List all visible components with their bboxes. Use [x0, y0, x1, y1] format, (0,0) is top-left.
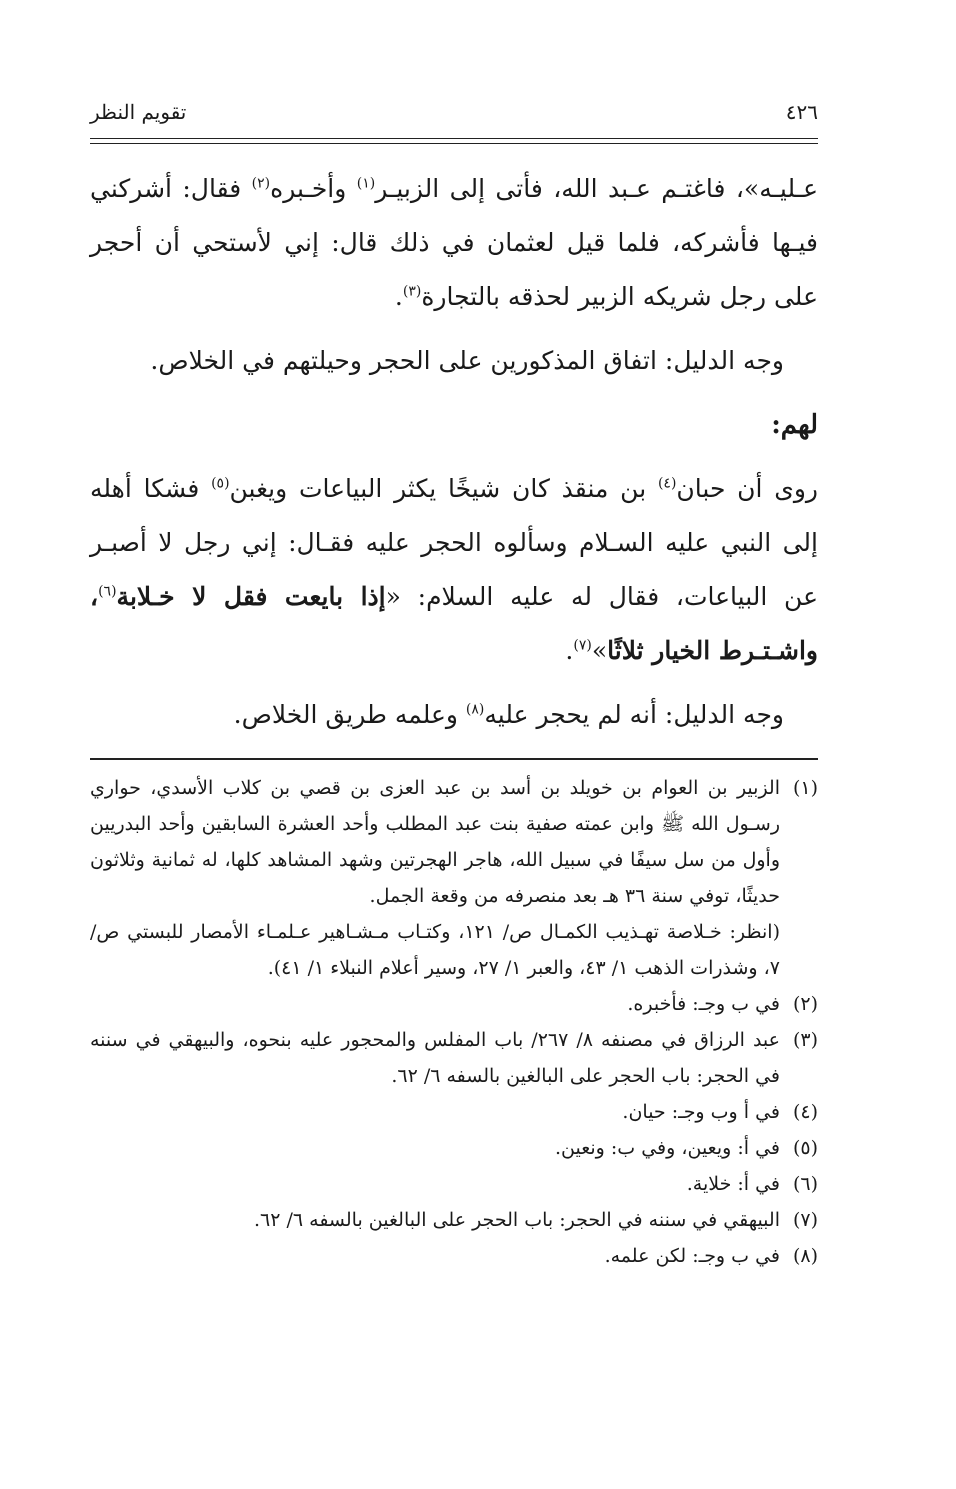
argument-paragraph	[90, 688, 818, 742]
footnote-separator	[90, 758, 818, 760]
text-run: وعلمه طريق الخلاص.	[233, 700, 466, 729]
main-text	[90, 162, 818, 742]
footnote	[90, 1022, 818, 1094]
footnote-marker: (٦)	[98, 583, 117, 600]
running-header	[90, 90, 818, 134]
footnote-text	[90, 770, 780, 986]
footnote-line: عبد الرزاق في مصنفه ٨/ ٢٦٧/ باب المفلس والمحجور عليه بنحوه، والبيهقي في سننه في الحجر: باب الحجر على البالغين بالسفه ٦/ ٦٢.	[90, 1029, 780, 1087]
text-run: وجه الدليل: أنه لم يحجر عليه	[484, 700, 784, 729]
footnote-text	[90, 1202, 780, 1238]
footnote-line: في أ: خلاية.	[686, 1173, 780, 1195]
footnote-number: (٦)	[792, 1173, 818, 1195]
section-heading: لهم:	[771, 410, 818, 440]
text-run: بن منقذ كان شيخًا يكثر البياعات ويغبن	[229, 474, 658, 503]
paragraph	[90, 162, 818, 324]
page-number: ٤٢٦	[785, 100, 818, 124]
footnote-number: (٤)	[792, 1101, 818, 1123]
text-run: .	[394, 282, 403, 311]
text-run: وأخـبره	[270, 174, 357, 203]
footnote-line: في أ: ويعين، وفي ب: ونعين.	[554, 1137, 780, 1159]
argument-paragraph: وجه الدليل: اتفاق المذكورين على الحجر وحيلتهم في الخلاص.	[150, 346, 784, 375]
text-run: .	[565, 636, 574, 665]
footnote-number: (٢)	[792, 993, 818, 1015]
footnote	[90, 1238, 818, 1274]
footnote-number: (٣)	[792, 1029, 818, 1051]
text-run: روى أن حبان	[676, 474, 818, 503]
header-rule-bottom	[90, 143, 818, 144]
footnote-marker: (٥)	[211, 475, 230, 492]
footnote-text	[90, 1094, 780, 1130]
footnote-line: البيهقي في سننه في الحجر: باب الحجر على البالغين بالسفه ٦/ ٦٢.	[253, 1209, 780, 1231]
footnote-marker: (٨)	[465, 701, 485, 718]
footnote-text	[90, 1238, 780, 1274]
footnote-number: (٧)	[792, 1209, 818, 1231]
footnote	[90, 1166, 818, 1202]
footnote-line: في أ وب وجـ: حيان.	[622, 1101, 780, 1123]
footnote-text	[90, 1022, 780, 1094]
footnote-line: في ب وجـ: لكن علمه.	[604, 1245, 780, 1267]
footnote	[90, 1094, 818, 1130]
footnote-line: في ب وجـ: فأخبره.	[627, 993, 780, 1015]
footnotes	[90, 770, 818, 1274]
text-run: فقال: أشركني فيـها فأشركه، فلما قيل لعثمان في ذلك قال: إني لأستحي أن أحجر على رجل شريكه الزبير لحذقه بالتجارة	[90, 174, 818, 311]
footnote	[90, 770, 818, 986]
footnote	[90, 1202, 818, 1238]
hadith-paragraph	[90, 462, 818, 678]
hadith-quote: إذا بايعت فقل لا خـلابة	[116, 582, 386, 611]
footnote-line: (انظر: خـلاصة تهـذيب الكمـال ص/ ١٢١، وكتـاب مـشـاهير عـلمـاء الأمصار للبستي ص/ ٧، وشذرات الذهب ١/ ٤٣، والعبر ١/ ٢٧، وسير أعلام النبلاء ١/ ٤١).	[90, 921, 780, 979]
footnote-number: (٥)	[792, 1137, 818, 1159]
footnote-marker: (٢)	[251, 175, 271, 192]
hadith-quote: ، واشـتـرط الخيار ثلاثًا	[90, 582, 818, 665]
text-run: عـليـه»، فاغتـم عـبد الله، فأتى إلى الزبيـر	[375, 174, 818, 203]
footnote-marker: (١)	[356, 175, 376, 192]
header-rule-top	[90, 138, 818, 139]
footnote-line: الزبير بن العوام بن خويلد بن أسد بن عبد العزى بن قصي بن كلاب الأسدي، حواري رسـول الله ﷺ وابن عمته صفية بنت عبد المطلب وأحد العشرة السابقين وأحد البدريين وأول من سل سيفًا في سبيل الله، هاجر الهجرتين وشهد المشاهد كلها، له ثمانية وثلاثون حديثًا، توفي سنة ٣٦ هـ بعد منصرفه من وقعة الجمل.	[90, 777, 780, 907]
footnote-marker: (٣)	[402, 283, 422, 300]
footnote	[90, 986, 818, 1022]
footnote-number: (٨)	[792, 1245, 818, 1267]
text-run: »	[591, 636, 608, 665]
footnote-marker: (٧)	[573, 637, 592, 654]
book-title: تقويم النظر	[90, 100, 187, 124]
book-page	[90, 90, 818, 1274]
footnote	[90, 1130, 818, 1166]
footnote-marker: (٤)	[657, 475, 677, 492]
footnote-text	[90, 1166, 780, 1202]
footnote-text	[90, 986, 780, 1022]
footnote-text	[90, 1130, 780, 1166]
footnote-number: (١)	[792, 777, 818, 799]
text-run: فشكا أهله إلى النبي عليه السـلام وسألوه الحجر عليه فقـال: إني رجل لا أصبـر عن البياعات، فقال له عليه السلام: «	[90, 474, 819, 611]
